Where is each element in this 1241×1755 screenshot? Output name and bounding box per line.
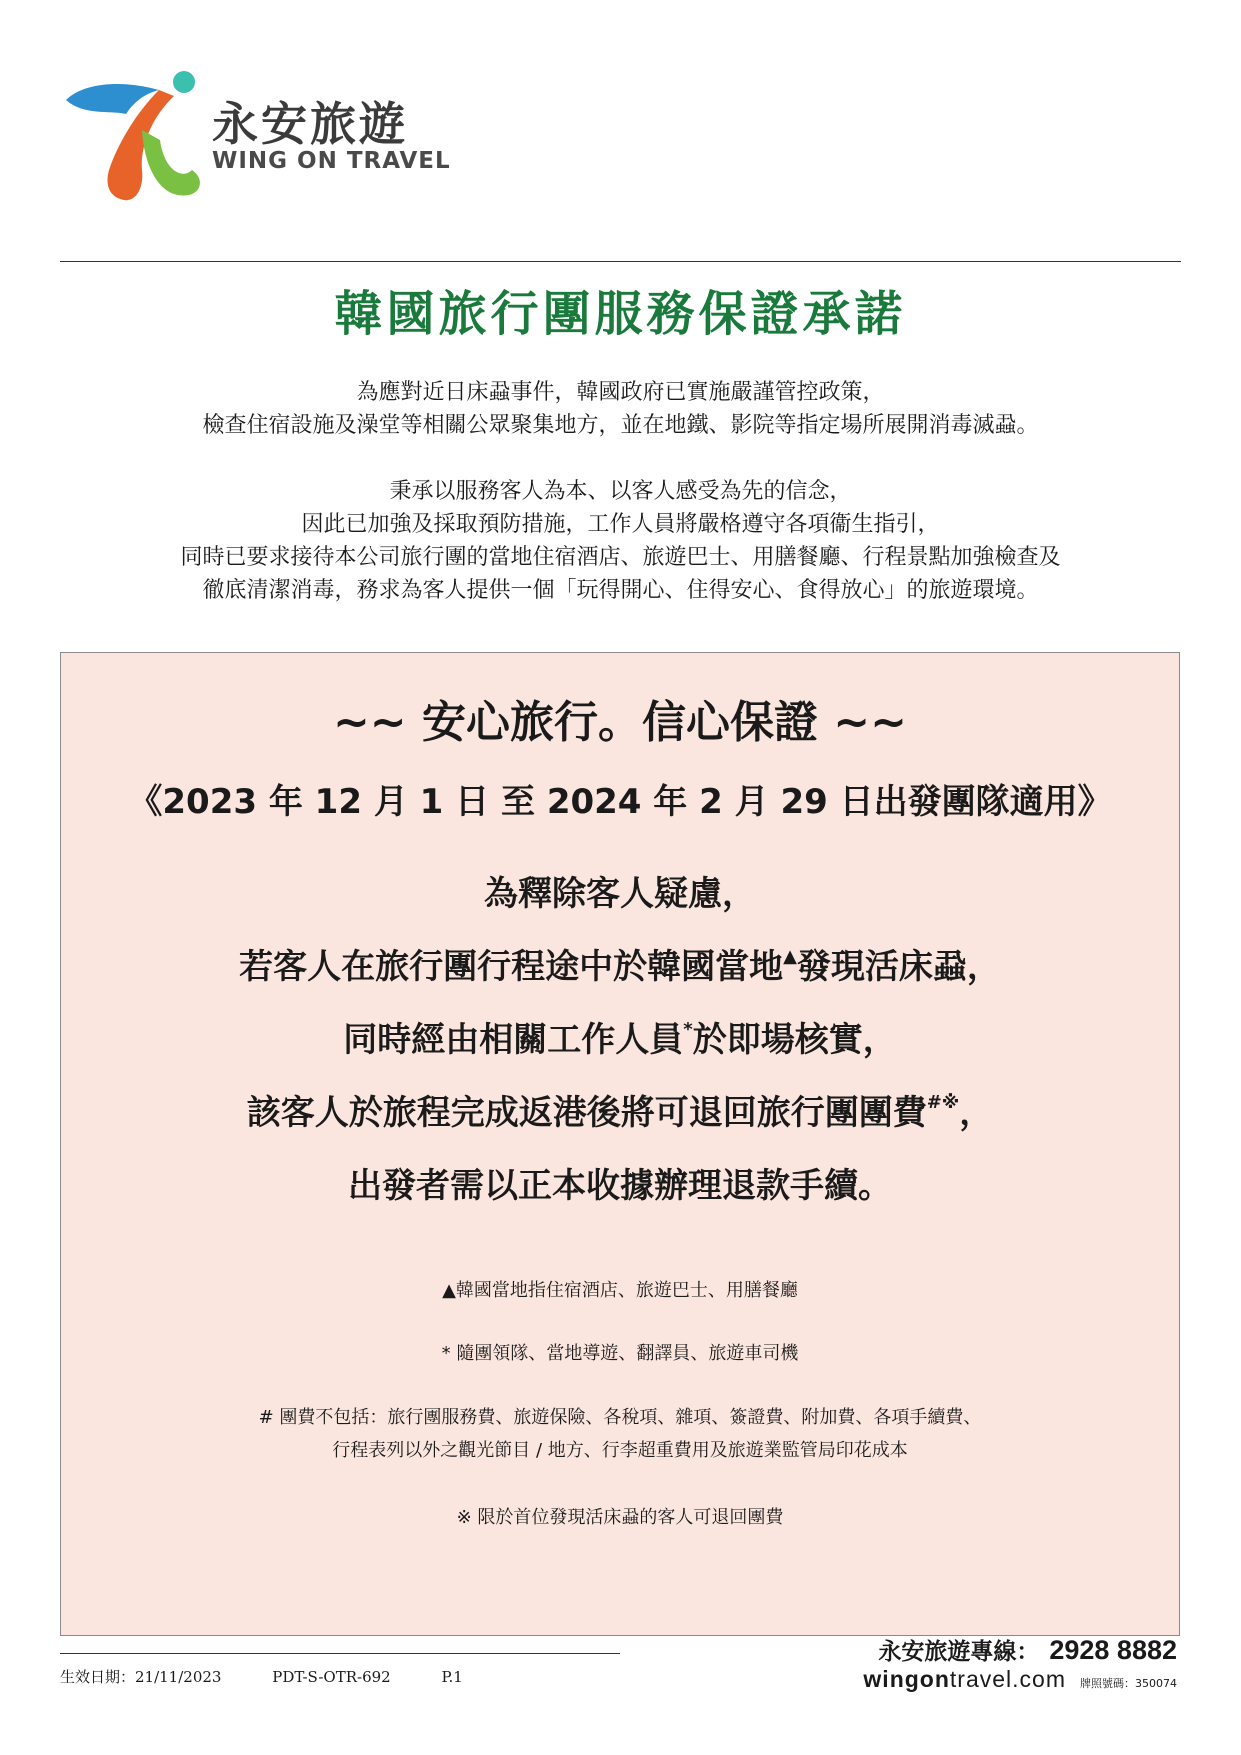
hotline [878, 1633, 1177, 1666]
footnote-hash-1: # 團費不包括：旅行團服務費、旅遊保險、各稅項、雜項、簽證費、附加費、各項手續費、 [258, 1407, 982, 1428]
footnote-triangle: ▲韓國當地指住宿酒店、旅遊巴士、用膳餐廳 [442, 1280, 798, 1301]
footnote-hash-2: 行程表列以外之觀光節目 / 地方、行李超重費用及旅遊業監管局印花成本 [332, 1440, 908, 1461]
hotline-label: 永安旅遊專線： [878, 1639, 1040, 1665]
wing-on-logo [64, 70, 451, 230]
website-link[interactable]: wingontravel.com [863, 1666, 1066, 1692]
logo-mark-icon [64, 70, 204, 230]
website [863, 1666, 1177, 1693]
guarantee-period: 《2023 年 12 月 1 日 至 2024 年 2 月 29 日出發團隊適用》 [128, 782, 1112, 822]
brand-name-en: WING ON TRAVEL [212, 148, 451, 174]
intro-line: 秉承以服務客人為本、以客人感受為先的信念， [389, 479, 852, 504]
footnote-asterisk: * 隨團領隊、當地導遊、翻譯員、旅遊車司機 [441, 1343, 799, 1364]
intro-line: 同時已要求接待本公司旅行團的當地住宿酒店、旅遊巴士、用膳餐廳、行程景點加強檢查及 [180, 545, 1061, 570]
intro-line: 因此已加強及採取預防措施，工作人員將嚴格遵守各項衞生指引， [301, 512, 940, 537]
intro-paragraph-2 [60, 475, 1181, 607]
footer-meta [60, 1666, 509, 1687]
promise-line-3: 同時經由相關工作人員*於即場核實， [343, 1019, 897, 1060]
guarantee-heading: ~~ 安心旅行。信心保證 ~~ [332, 697, 908, 748]
header-divider [60, 261, 1181, 262]
guarantee-box [60, 652, 1180, 1636]
footer-divider [60, 1653, 620, 1654]
promise-line-4: 該客人於旅程完成返港後將可退回旅行團團費#※， [246, 1092, 994, 1133]
intro-paragraph-1 [60, 376, 1181, 442]
page-title: 韓國旅行團服務保證承諾 [334, 286, 907, 342]
licence-number: 牌照號碼：350074 [1080, 1677, 1177, 1690]
document-code: PDT-S-OTR-692 [272, 1668, 391, 1686]
intro-line: 為應對近日床蝨事件，韓國政府已實施嚴謹管控政策， [356, 380, 885, 405]
triangle-mark: ▲ [783, 946, 797, 967]
promise-line-1: 為釋除客人疑慮， [484, 874, 756, 914]
footnote-reference: ※ 限於首位發現活床蝨的客人可退回團費 [456, 1507, 784, 1528]
brand-name-zh: 永安旅遊 [212, 97, 408, 151]
intro-line: 徹底清潔消毒，務求為客人提供一個「玩得開心、住得安心、食得放心」的旅遊環境。 [202, 578, 1039, 603]
promise-line-5: 出發者需以正本收據辦理退款手續。 [348, 1166, 892, 1206]
asterisk-mark: * [683, 1019, 693, 1040]
page-number: P.1 [441, 1668, 463, 1686]
effective-date: 生效日期：21/11/2023 [60, 1668, 222, 1686]
hotline-number[interactable]: 2928 8882 [1049, 1635, 1177, 1665]
intro-line: 檢查住宿設施及澡堂等相關公眾聚集地方，並在地鐵、影院等指定場所展開消毒滅蝨。 [202, 413, 1039, 438]
hash-mark: #※ [926, 1092, 960, 1113]
promise-line-2: 若客人在旅行團行程途中於韓國當地▲發現活床蝨， [239, 946, 1001, 987]
